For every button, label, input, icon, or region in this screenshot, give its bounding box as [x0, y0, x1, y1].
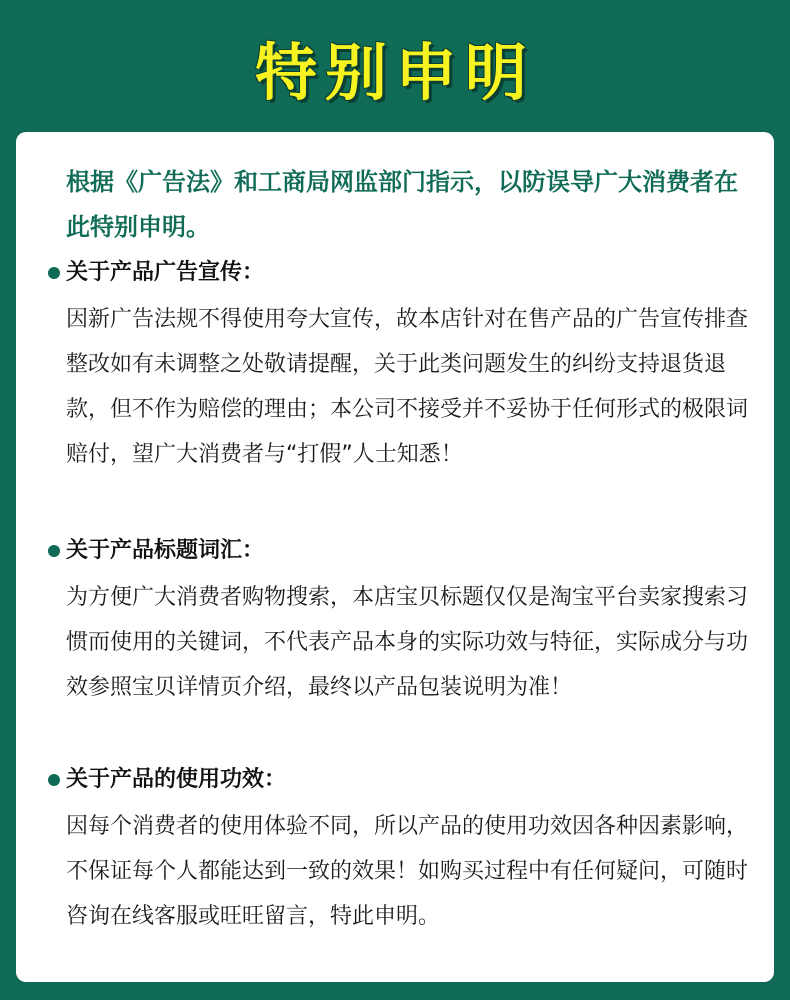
intro-text: 根据《广告法》和工商局网监部门指示，以防误导广大消费者在此特别申明。 — [66, 168, 738, 241]
section-heading-title-words — [48, 531, 264, 571]
bullet-icon — [48, 545, 60, 557]
page-title: 特别申明 — [254, 36, 535, 109]
section-heading-advertising — [48, 253, 264, 293]
section-heading-effects — [48, 760, 286, 800]
section-heading-label: 关于产品广告宣传： — [66, 260, 265, 285]
section-heading-label: 关于产品标题词汇： — [66, 538, 265, 563]
section-body-title-words: 为方便广大消费者购物搜索，本店宝贝标题仅仅是淘宝平台卖家搜索习惯而使用的关键词，不代表产品本身的实际功效与特征，实际成分与功效参照宝贝详情页介绍，最终以产品包装说明为准！ — [66, 585, 749, 700]
section-body-advertising: 因新广告法规不得使用夸大宣传，故本店针对在售产品的广告宣传排查整改如有未调整之处敬请提醒，关于此类问题发生的纠纷支持退货退款，但不作为赔偿的理由；本公司不接受并不妥协于任何形式的极限词赔付，望广大消费者与“打假”人士知悉！ — [66, 307, 749, 467]
bullet-icon — [48, 774, 60, 786]
section-heading-label: 关于产品的使用功效： — [66, 767, 287, 792]
section-body-effects: 因每个消费者的使用体验不同，所以产品的使用功效因各种因素影响，不保证每个人都能达到一致的效果！如购买过程中有任何疑问，可随时咨询在线客服或旺旺留言，特此申明。 — [66, 814, 749, 929]
bullet-icon — [48, 267, 60, 279]
